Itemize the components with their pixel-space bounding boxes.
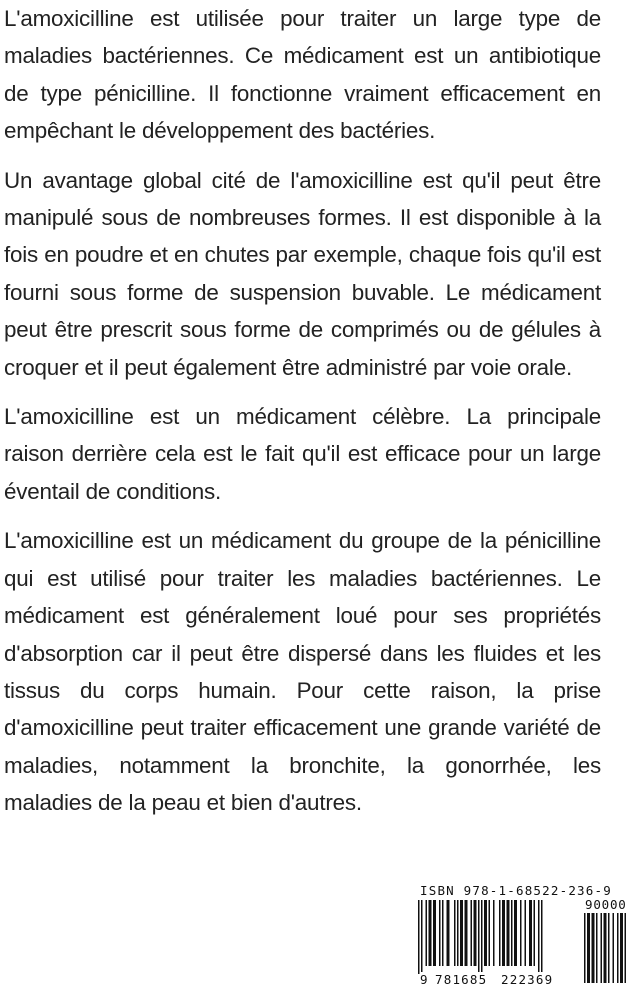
barcode-bar [529,900,532,966]
barcode-bar [507,900,510,966]
barcode-bar [625,913,627,983]
barcode-bar [484,900,487,966]
barcode-bar [613,913,615,983]
barcode-bar [514,900,517,966]
isbn-number: ISBN 978-1-68522-236-9 [420,883,612,898]
barcode-digit-first: 9 [420,972,429,987]
barcode-bar [481,900,483,974]
barcode-bar [601,913,603,983]
barcode-bar [587,913,590,983]
barcode-bar [454,900,456,966]
paragraph-1: L'amoxicilline est utilisée pour traiter un large type de maladies bactériennes. Ce médicament est un antibiotique de type pénicilline. Il fonctionne vraiment efficacement en empêchant le développement des bactéries. [4,6,601,144]
barcode-bar [478,900,480,974]
barcode-bar [520,900,522,966]
barcode-bar [465,900,468,966]
barcode-bar [421,900,423,974]
barcode-bar [489,900,491,966]
barcode-bar [538,900,540,974]
price-code: 90000 [585,897,627,912]
barcode-bar [592,913,595,983]
addon-barcode-bars [584,913,627,983]
isbn-barcode [418,883,627,1000]
barcode-bar [460,900,463,966]
barcode-bar [447,900,450,966]
barcode-bar [474,900,477,966]
barcode-bar [584,913,586,983]
barcode-bar [541,900,543,974]
barcode-bar [418,900,420,974]
barcode-bar [457,900,459,966]
paragraph-2: Un avantage global cité de l'amoxicilline est qu'il peut être manipulé sous de nombreuses formes. Il est disponible à la fois en poudre et en chutes par exemple, chaque fois qu'il est fourni sous forme de suspension buvable. Le médicament peut être prescrit sous forme de comprimés ou de gélules à croquer et il peut également être administré par voie orale. [4,167,601,380]
text-body [4,0,601,822]
barcode-digits-group2: 222369 [501,972,554,987]
barcode-bar [439,900,441,966]
barcode-bar [620,913,623,983]
barcode-bar [499,900,501,966]
paragraph-3: L'amoxicilline est un médicament célèbre. La principale raison derrière cela est le fait qu'il est efficace pour un large éventail de conditions. [4,404,601,504]
barcode-bar [442,900,444,966]
barcode-bar [493,900,495,966]
barcode-bar [534,900,536,966]
barcode-bar [617,913,619,983]
barcode-bar [608,913,610,983]
barcode-bar [502,900,505,966]
ean-barcode-bars [418,900,578,975]
barcode-bar [471,900,473,966]
barcode-bar [511,900,513,966]
barcode-bar [596,913,598,983]
barcode-bar [429,900,432,966]
barcode-bar [604,913,607,983]
paragraph-4: L'amoxicilline est un médicament du groupe de la pénicilline qui est utilisé pour traiter les maladies bactériennes. Le médicament est généralement loué pour ses propriétés d'absorption car il peut être dispersé dans les fluides et les tissus du corps humain. Pour cette raison, la prise d'amoxicilline peut traiter efficacement une grande variété de maladies, notamment la bronchite, la gonorrhée, les maladies de la peau et bien d'autres. [4,528,601,816]
barcode-bar [525,900,527,966]
barcode-bar [433,900,436,966]
barcode-bar [426,900,428,966]
barcode-digits-group1: 781685 [435,972,488,987]
